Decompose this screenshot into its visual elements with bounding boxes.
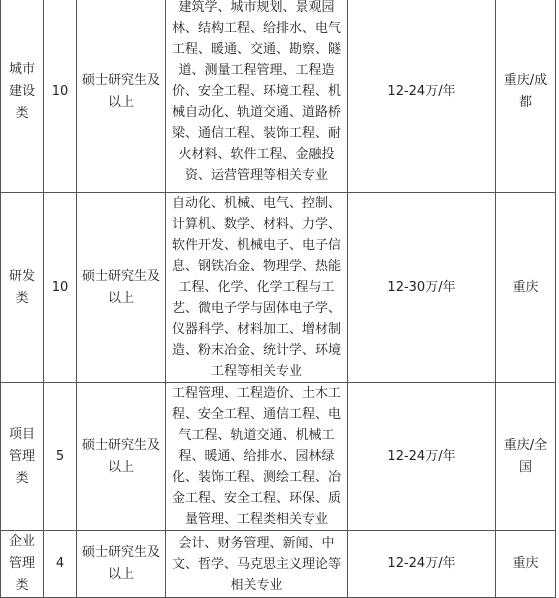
salary-cell: 12-30万/年: [348, 193, 496, 383]
headcount-cell: 4: [44, 531, 77, 598]
location-cell: 重庆: [496, 531, 556, 598]
education-cell: 硕士研究生及 以上: [77, 193, 166, 383]
location-cell: 重庆/全 国: [496, 383, 556, 531]
headcount-cell: 5: [44, 383, 77, 531]
salary-cell: 12-24万/年: [348, 383, 496, 531]
category-cell: 城市 建设 类: [1, 0, 44, 193]
majors-cell: 工程管理、工程造价、土木工程、安全工程、通信工程、电气工程、轨道交通、机械工程、暖通、给排水、园林绿化、装饰工程、测绘工程、冶金工程、安全工程、环保、质量管理、工程类相关专业: [166, 383, 348, 531]
table-row: [1, 383, 556, 531]
table-row: [1, 531, 556, 598]
majors-cell: 会计、财务管理、新闻、中文、哲学、马克思主义理论等相关专业: [166, 531, 348, 598]
majors-cell: 建筑学、城市规划、景观园林、结构工程、给排水、电气工程、暖通、交通、勘察、隧道、测量工程管理、工程造价、安全工程、环境工程、机械自动化、轨道交通、道路桥梁、通信工程、装饰工程、耐火材料、软件工程、金融投资、运营管理等相关专业: [166, 0, 348, 193]
location-cell: 重庆: [496, 193, 556, 383]
location-cell: 重庆/成 都: [496, 0, 556, 193]
category-cell: 企业 管理 类: [1, 531, 44, 598]
headcount-cell: 10: [44, 193, 77, 383]
salary-cell: 12-24万/年: [348, 531, 496, 598]
table-row: [1, 0, 556, 193]
category-cell: 项目 管理 类: [1, 383, 44, 531]
education-cell: 硕士研究生及 以上: [77, 383, 166, 531]
category-cell: 研发 类: [1, 193, 44, 383]
salary-cell: 12-24万/年: [348, 0, 496, 193]
headcount-cell: 10: [44, 0, 77, 193]
table-row: [1, 193, 556, 383]
education-cell: 硕士研究生及 以上: [77, 531, 166, 598]
education-cell: 硕士研究生及 以上: [77, 0, 166, 193]
majors-cell: 自动化、机械、电气、控制、计算机、数学、材料、力学、软件开发、机械电子、电子信息、钢铁冶金、物理学、热能工程、化学、化学工程与工艺、微电子学与固体电子学、仪器科学、材料加工、增材制造、粉末冶金、统计学、环境工程等相关专业: [166, 193, 348, 383]
